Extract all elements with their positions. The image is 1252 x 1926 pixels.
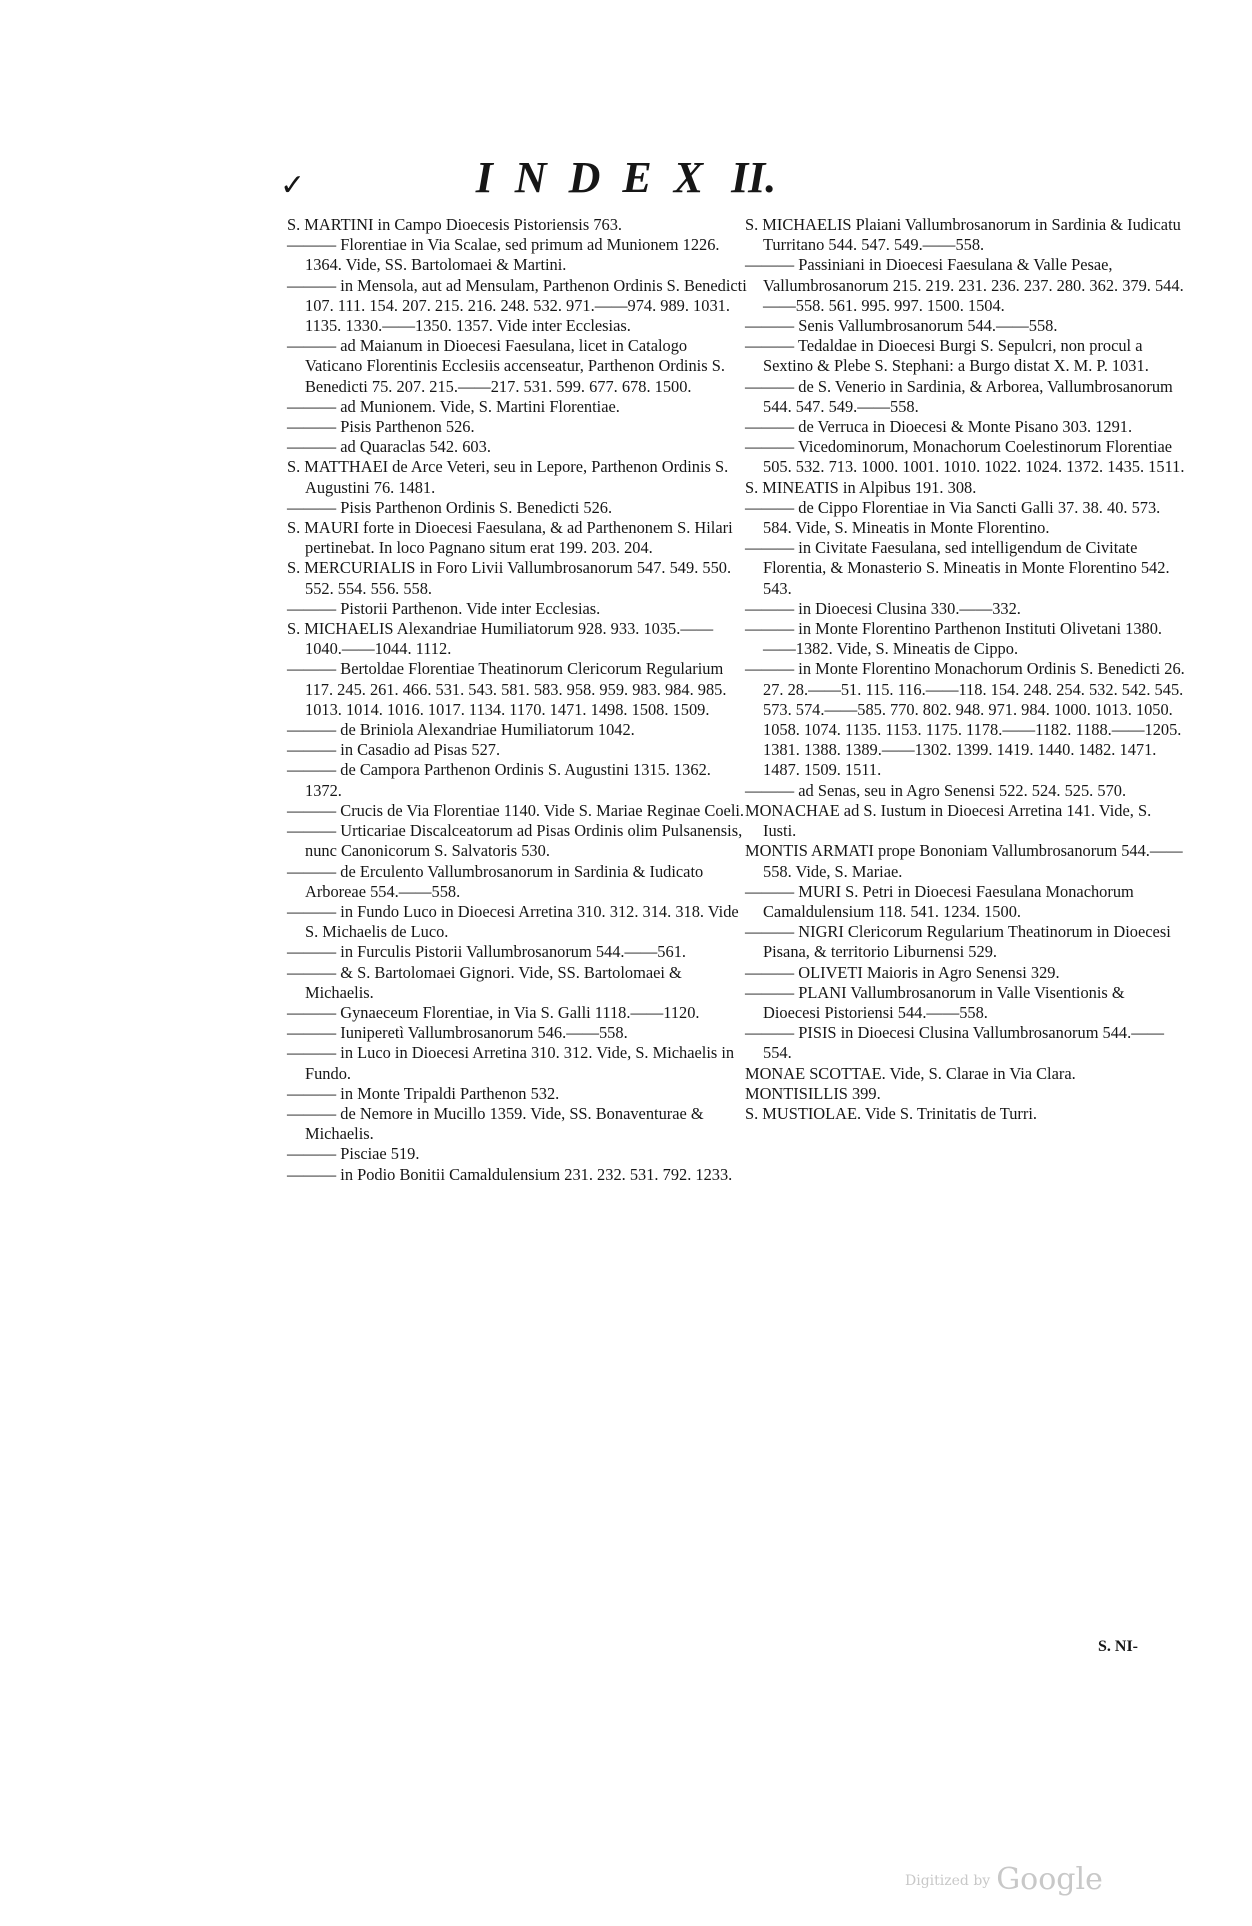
index-entry: S. MERCURIALIS in Foro Livii Vallumbrosanorum 547. 549. 550. 552. 554. 556. 558. — [287, 558, 732, 598]
index-entry: ——— Gynaeceum Florentiae, in Via S. Galli 1118.——1120. — [287, 1002, 700, 1022]
index-entry: ——— de Erculento Vallumbrosanorum in Sardinia & Iudicato Arboreae 554.——558. — [287, 861, 704, 901]
index-entry: ——— de Verruca in Dioecesi & Monte Pisano 303. 1291. — [745, 417, 1133, 437]
index-entry: ——— Crucis de Via Florentiae 1140. Vide S. Mariae Reginae Coeli. — [287, 800, 745, 820]
index-entry: S. MAURI forte in Dioecesi Faesulana, & ad Parthenonem S. Hilari pertinebat. In loco Pagnano situm erat 199. 203. 204. — [287, 518, 733, 558]
index-entry: S. MARTINI in Campo Dioecesis Pistoriensis 763. — [287, 215, 623, 234]
index-entry: ——— Tedaldae in Dioecesi Burgi S. Sepulcri, non procul a Sextino & Plebe S. Stephani: a Burgo distat X. M. P. 1031. — [745, 336, 1149, 376]
index-entry: ——— in Luco in Dioecesi Arretina 310. 312. Vide, S. Michaelis in Fundo. — [287, 1043, 735, 1083]
index-entry: ——— MURI S. Petri in Dioecesi Faesulana Monachorum Camaldulensium 118. 541. 1234. 1500. — [745, 881, 1134, 921]
index-entry: S. MICHAELIS Alexandriae Humiliatorum 928. 933. 1035.——1040.——1044. 1112. — [287, 619, 714, 659]
index-entry: ——— in Fundo Luco in Dioecesi Arretina 310. 312. 314. 318. Vide S. Michaelis de Luco. — [287, 901, 739, 942]
left-column — [287, 215, 747, 1185]
index-number: II. — [731, 153, 777, 202]
index-entry: ——— in Monte Florentino Monachorum Ordinis S. Benedicti 26. 27. 28.——51. 115. 116.——118. 154. 248. 254. 532. 542. 545. 573. 574.——585. 770. 802. 948. 971. 984. 1000. 1013. 1050. 1058. 1074. 1135. 1153. 1175. 1178.——1182. 1188.——1205. 1381. 1388. 1389.——1302. 1399. 1419. 1440. 1482. 1471. 1487. 1509. 1511. — [745, 659, 1185, 780]
index-entry: ——— PISIS in Dioecesi Clusina Vallumbrosanorum 544.——554. — [745, 1023, 1165, 1063]
index-entry: ——— de S. Venerio in Sardinia, & Arborea, Vallumbrosanorum 544. 547. 549.——558. — [745, 376, 1173, 416]
watermark-brand: Google — [996, 1862, 1103, 1897]
index-entry: ——— in Dioecesi Clusina 330.——332. — [745, 598, 1021, 618]
index-entry: ——— Pisciae 519. — [287, 1144, 420, 1164]
index-entry: ——— de Briniola Alexandriae Humiliatorum 1042. — [287, 720, 635, 740]
index-entry: ——— Iuniperetì Vallumbrosanorum 546.——558. — [287, 1023, 628, 1043]
index-entry: ——— ad Senas, seu in Agro Senensi 522. 524. 525. 570. — [745, 780, 1127, 800]
index-entry: ——— in Monte Tripaldi Parthenon 532. — [287, 1083, 560, 1103]
index-entry: ——— Urticariae Discalceatorum ad Pisas Ordinis olim Pulsanensis, nunc Canonicorum S. Salvatoris 530. — [287, 821, 743, 861]
index-entry: ——— PLANI Vallumbrosanorum in Valle Visentionis & Dioecesi Pistoriensi 544.——558. — [745, 982, 1125, 1022]
index-entry: ——— Passiniani in Dioecesi Faesulana & Valle Pesae, Vallumbrosanorum 215. 219. 231. 236. 237. 280. 362. 379. 544.——558. 561. 995. 997. 1500. 1504. — [745, 255, 1184, 315]
running-head — [0, 152, 1252, 203]
index-entry: ——— Bertoldae Florentiae Theatinorum Clericorum Regularium 117. 245. 261. 466. 531. 543. 581. 583. 958. 959. 983. 984. 985. 1013. 1014. 1016. 1017. 1134. 1170. 1471. 1498. 1508. 1509. — [287, 659, 727, 719]
index-entry: ——— de Nemore in Mucillo 1359. Vide, SS. Bonaventurae & Michaelis. — [287, 1103, 704, 1144]
page-mark: ✓ — [280, 169, 306, 202]
index-entry: MONACHAE ad S. Iustum in Dioecesi Arretina 141. Vide, S. Iusti. — [745, 800, 1152, 841]
index-entry: ——— de Cippo Florentiae in Via Sancti Galli 37. 38. 40. 573. 584. Vide, S. Mineatis in Monte Florentino. — [745, 497, 1161, 538]
index-entry: ——— & S. Bartolomaei Gignori. Vide, SS. Bartolomaei & Michaelis. — [287, 962, 682, 1002]
index-entry: ——— Vicedominorum, Monachorum Coelestinorum Florentiae 505. 532. 713. 1000. 1001. 1010. 1022. 1024. 1372. 1435. 1511. — [745, 437, 1185, 477]
index-entry: MONTIS ARMATI prope Bononiam Vallumbrosanorum 544.——558. Vide, S. Mariae. — [745, 841, 1183, 881]
index-entry: S. MINEATIS in Alpibus 191. 308. — [745, 477, 977, 497]
index-entry: ——— ad Munionem. Vide, S. Martini Florentiae. — [287, 396, 620, 416]
index-entry: ——— Senis Vallumbrosanorum 544.——558. — [745, 316, 1058, 336]
catchword: S. NI- — [1098, 1638, 1139, 1655]
watermark-small: Digitized by — [905, 1873, 991, 1889]
index-entry: ——— ad Maianum in Dioecesi Faesulana, licet in Catalogo Vaticano Florentinis Ecclesiis accenseatur, Parthenon Ordinis S. Benedicti 75. 207. 215.——217. 531. 599. 677. 678. 1500. — [287, 336, 725, 396]
index-entry: ——— in Podio Bonitii Camaldulensium 231. 232. 531. 792. 1233. — [287, 1164, 733, 1184]
index-entry: S. MICHAELIS Plaiani Vallumbrosanorum in Sardinia & Iudicatu Turritano 544. 547. 549.——558. — [745, 215, 1181, 255]
right-column — [745, 215, 1185, 1124]
index-entry: ——— Pisis Parthenon Ordinis S. Benedicti 526. — [287, 497, 613, 517]
index-entry: ——— ad Quaraclas 542. 603. — [287, 437, 491, 457]
index-entry: ——— Florentiae in Via Scalae, sed primum ad Munionem 1226. 1364. Vide, SS. Bartolomaei & Martini. — [287, 235, 720, 275]
index-entry: ——— in Mensola, aut ad Mensulam, Parthenon Ordinis S. Benedicti 107. 111. 154. 207. 215. 216. 248. 532. 971.——974. 989. 1031. 1135. 1330.——1350. 1357. Vide inter Ecclesias. — [287, 275, 747, 336]
index-entry: S. MUSTIOLAE. Vide S. Trinitatis de Turri. — [745, 1103, 1037, 1123]
index-entry: ——— in Furculis Pistorii Vallumbrosanorum 544.——561. — [287, 942, 686, 962]
index-entry: ——— de Campora Parthenon Ordinis S. Augustini 1315. 1362. 1372. — [287, 760, 711, 800]
index-entry: ——— NIGRI Clericorum Regularium Theatinorum in Dioecesi Pisana, & territorio Liburnensi 529. — [745, 922, 1171, 962]
index-entry: ——— Pistorii Parthenon. Vide inter Ecclesias. — [287, 598, 601, 618]
index-entry: S. MATTHAEI de Arce Veteri, seu in Lepore, Parthenon Ordinis S. Augustini 76. 1481. — [287, 457, 729, 497]
index-entry: ——— in Casadio ad Pisas 527. — [287, 740, 501, 760]
index-entry: MONAE SCOTTAE. Vide, S. Clarae in Via Clara. — [745, 1063, 1076, 1083]
index-entry: ——— in Monte Florentino Parthenon Instituti Olivetani 1380.——1382. Vide, S. Mineatis de Cippo. — [745, 619, 1163, 659]
index-entry: ——— OLIVETI Maioris in Agro Senensi 329. — [745, 962, 1060, 982]
index-entry: ——— in Civitate Faesulana, sed intelligendum de Civitate Florentia, & Monasterio S. Mineatis in Monte Florentino 542. 543. — [745, 538, 1170, 598]
index-entry: MONTISILLIS 399. — [745, 1083, 881, 1103]
index-entry: ——— Pisis Parthenon 526. — [287, 417, 475, 437]
index-title: INDEX — [475, 153, 726, 202]
digitized-watermark — [905, 1862, 1103, 1897]
